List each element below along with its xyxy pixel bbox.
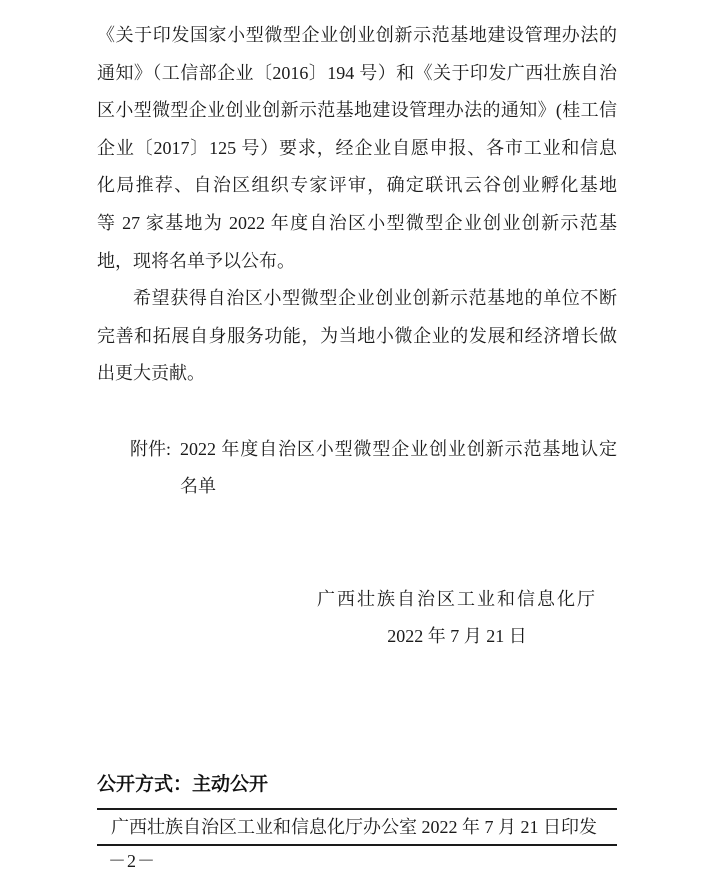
- text-line: 等 27 家基地为 2022 年度自治区小型微型企业创业创新示范基: [97, 212, 617, 233]
- text-line: 希望获得自治区小型微型企业创业创新示范基地的单位不断: [133, 288, 617, 309]
- page-number: －2－: [108, 850, 156, 871]
- issuer-name: 广西壮族自治区工业和信息化厅: [317, 588, 597, 609]
- attachment-title: [180, 431, 617, 506]
- text-line: 通知》（工信部企业〔2016〕194 号）和《关于印发广西壮族自治: [97, 62, 617, 83]
- signature-date: 2022 年 7 月 21 日: [387, 626, 527, 647]
- text-line: 2022 年度自治区小型微型企业创业创新示范基地认定: [180, 438, 617, 459]
- text-line: 《关于印发国家小型微型企业创业创新示范基地建设管理办法的: [97, 25, 617, 45]
- text-line: 地，现将名单予以公布。: [97, 250, 295, 271]
- publicity-method: 公开方式：主动公开: [97, 773, 269, 795]
- text-line: 名单: [180, 476, 216, 497]
- signature-block: [317, 581, 597, 656]
- print-date: 2022 年 7 月 21 日印发: [421, 816, 597, 837]
- attachment-note: [130, 431, 617, 506]
- attachment-label: 附件:: [130, 438, 172, 459]
- issuing-office: 广西壮族自治区工业和信息化厅办公室: [111, 816, 417, 837]
- footer-bar: [97, 808, 617, 846]
- text-line: 企业〔2017〕125 号）要求，经企业自愿申报、各市工业和信息: [97, 137, 617, 158]
- text-line: 完善和拓展自身服务功能，为当地小微企业的发展和经济增长做: [97, 325, 617, 346]
- text-line: 化局推荐、自治区组织专家评审，确定联讯云谷创业孵化基地: [97, 175, 617, 196]
- text-line: 出更大贡献。: [97, 363, 205, 384]
- paragraph-1: [97, 17, 617, 280]
- paragraph-2: [97, 280, 617, 393]
- text-line: 区小型微型企业创业创新示范基地建设管理办法的通知》(桂工信: [97, 100, 617, 121]
